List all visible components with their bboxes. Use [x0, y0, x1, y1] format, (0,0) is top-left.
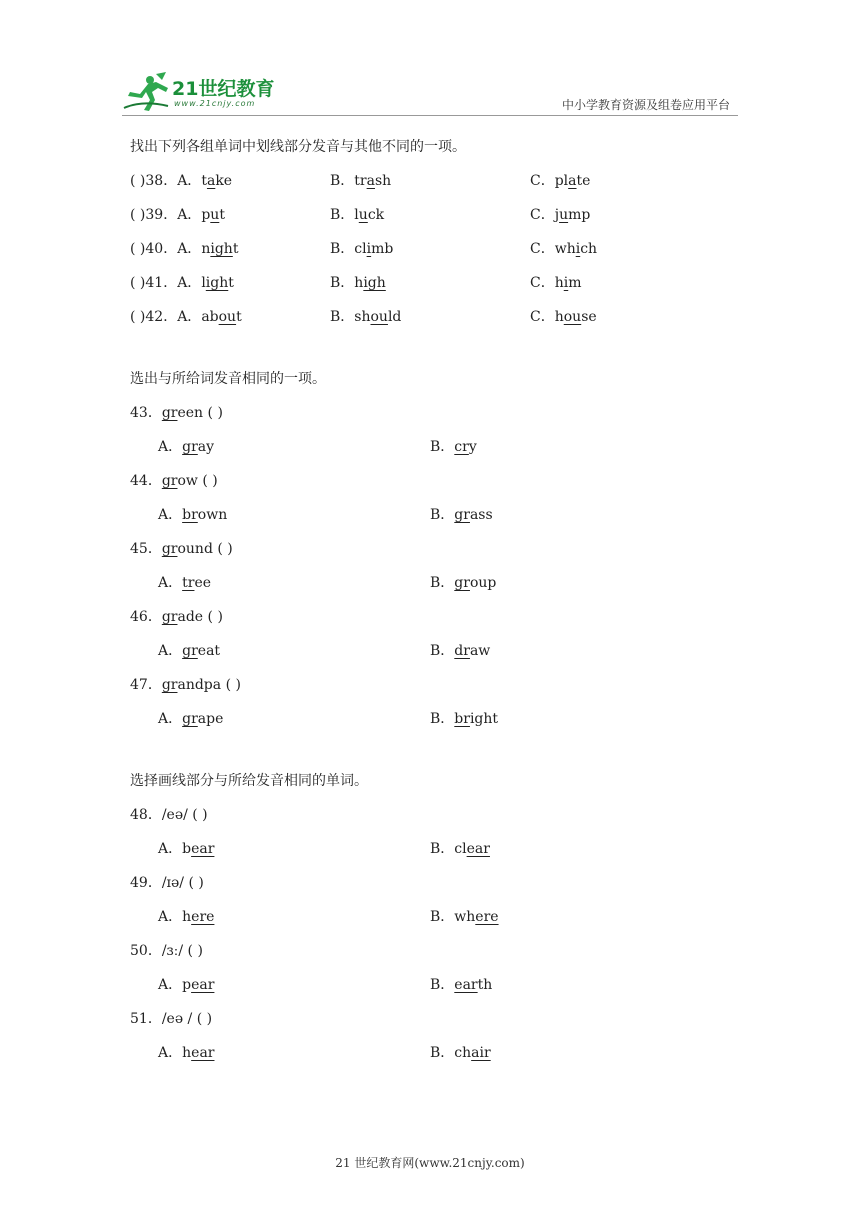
option-b: B．chair	[430, 1045, 491, 1061]
option-b: B．draw	[430, 643, 491, 659]
option-b: B．clear	[430, 841, 490, 857]
option-b: B．grass	[430, 507, 493, 523]
question-row	[130, 238, 750, 272]
section2-title: 选出与所给词发音相同的一项。	[130, 371, 326, 387]
question-number: ( )40．A．night	[130, 241, 239, 257]
question-row	[130, 306, 750, 340]
option-c: C．plate	[530, 173, 591, 189]
runner-logo-icon	[122, 70, 174, 114]
option-row	[130, 708, 750, 742]
question-line: 50．/ɜː/ ( )	[130, 943, 203, 959]
question-row	[130, 272, 750, 306]
option-a: A．here	[158, 909, 215, 925]
section3-items	[130, 804, 750, 1076]
option-a: A．great	[158, 643, 221, 659]
option-row	[130, 504, 750, 538]
logo	[122, 70, 292, 116]
option-b: B．bright	[430, 711, 499, 727]
option-c: C．which	[530, 241, 598, 257]
section1-title: 找出下列各组单词中划线部分发音与其他不同的一项。	[130, 139, 466, 155]
option-c: C．jump	[530, 207, 591, 223]
section3-title: 选择画线部分与所给发音相同的单词。	[130, 773, 368, 789]
option-c: C．him	[530, 275, 582, 291]
question-line: 46．grade ( )	[130, 609, 223, 625]
question-line: 43．green ( )	[130, 405, 223, 421]
question-line: 51．/eə / ( )	[130, 1011, 213, 1027]
question-row	[130, 204, 750, 238]
option-b: B．where	[430, 909, 499, 925]
question-line: 49．/ɪə/ ( )	[130, 875, 204, 891]
question-number: ( )41．A．light	[130, 275, 234, 291]
option-b: B．earth	[430, 977, 493, 993]
section2-items	[130, 402, 750, 742]
question-line: 44．grow ( )	[130, 473, 218, 489]
option-b: B．cry	[430, 439, 477, 455]
option-row	[130, 640, 750, 674]
option-row	[130, 838, 750, 872]
option-a: A．pear	[158, 977, 215, 993]
option-a: A．bear	[158, 841, 215, 857]
option-a: A．brown	[158, 507, 228, 523]
option-b: B．luck	[330, 207, 385, 223]
option-b: B．trash	[330, 173, 392, 189]
option-a: A．gray	[158, 439, 215, 455]
section1-rows	[130, 170, 750, 340]
logo-url: www.21cnjy.com	[174, 99, 256, 108]
page-header	[0, 0, 860, 124]
option-row	[130, 1042, 750, 1076]
question-number: ( )39．A．put	[130, 207, 225, 223]
option-row	[130, 906, 750, 940]
question-line: 45．ground ( )	[130, 541, 233, 557]
question-line: 47．grandpa ( )	[130, 677, 241, 693]
question-number: ( )42．A．about	[130, 309, 242, 325]
worksheet-content	[130, 136, 750, 1076]
question-row	[130, 170, 750, 204]
option-row	[130, 974, 750, 1008]
option-b: B．high	[330, 275, 386, 291]
page-footer: 21 世纪教育网(www.21cnjy.com)	[335, 1156, 525, 1170]
option-b: B．climb	[330, 241, 394, 257]
option-a: A．grape	[158, 711, 224, 727]
option-row	[130, 572, 750, 606]
logo-text: 21世纪教育	[172, 78, 275, 100]
header-platform-text: 中小学教育资源及组卷应用平台	[561, 98, 730, 112]
option-a: A．tree	[158, 575, 212, 591]
option-b: B．group	[430, 575, 497, 591]
option-a: A．hear	[158, 1045, 215, 1061]
question-number: ( )38．A．take	[130, 173, 233, 189]
header-divider	[122, 115, 738, 116]
option-b: B．should	[330, 309, 402, 325]
question-line: 48．/eə/ ( )	[130, 807, 208, 823]
option-c: C．house	[530, 309, 597, 325]
option-row	[130, 436, 750, 470]
